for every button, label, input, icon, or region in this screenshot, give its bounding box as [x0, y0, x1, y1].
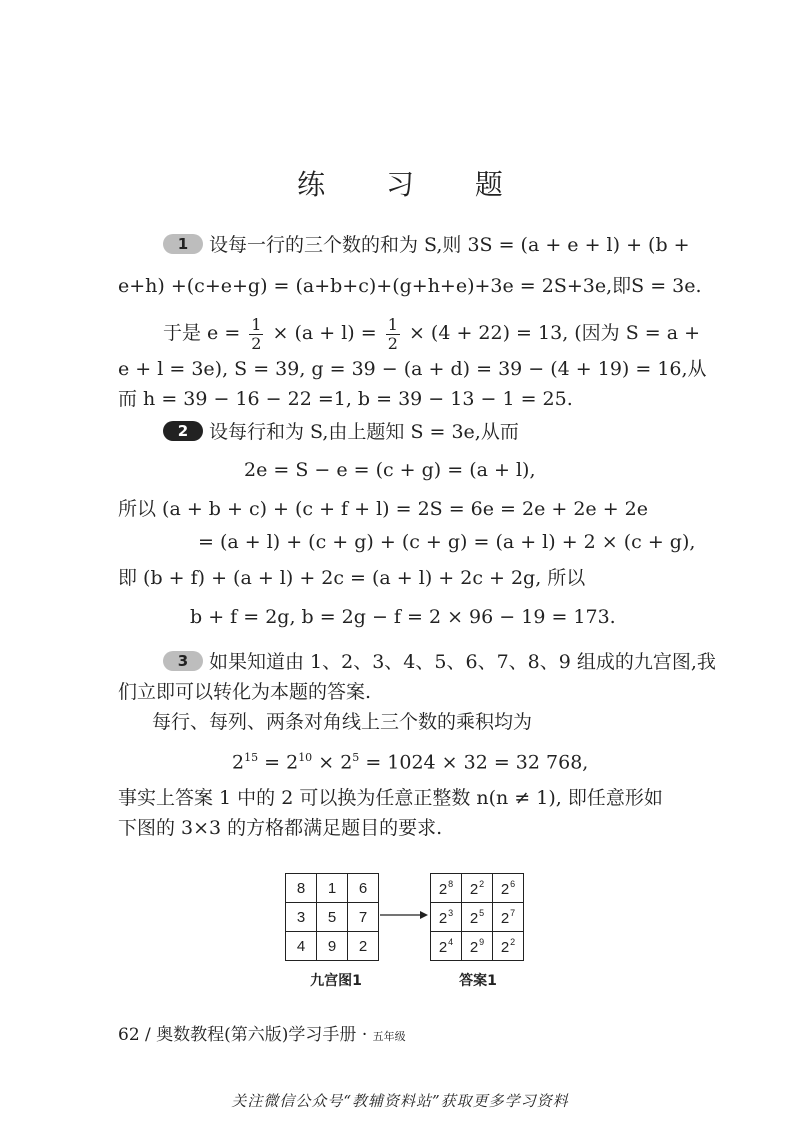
answer-cell: $2^5$ [462, 903, 493, 932]
right-arrow-icon [380, 908, 428, 922]
problem-3-badge: 3 [163, 651, 203, 671]
problem-3-line-1 [163, 650, 716, 674]
answer-cell: $2^2$ [462, 874, 493, 903]
magic-square-cell: 8 [286, 874, 317, 903]
fraction-half-2: $\frac{1}{2}$ [387, 314, 398, 353]
answer-cell: $2^3$ [431, 903, 462, 932]
answer-cell: $2^7$ [493, 903, 524, 932]
problem-3-line-2: 们立即可以转化为本题的答案. [118, 681, 372, 703]
page-title: 练 习 题 [297, 168, 529, 201]
problem-1-line-5: 而 h = 39 − 16 − 22 =1, b = 39 − 13 − 1 = 25. [118, 388, 573, 410]
answer-grid [430, 873, 524, 961]
magic-square-cell: 7 [348, 903, 379, 932]
problem-1-text-3b: × (a + l) = [272, 322, 377, 344]
problem-3-line-5: 下图的 3×3 的方格都满足题目的要求. [118, 817, 443, 839]
problem-1-badge: 1 [163, 234, 203, 254]
problem-1-line-1 [163, 233, 690, 257]
answer-cell: $2^9$ [462, 932, 493, 961]
problem-2-line-6: b + f = 2g, b = 2g − f = 2 × 96 − 19 = 173. [190, 606, 616, 628]
problem-3-line-4: 事实上答案 1 中的 2 可以换为任意正整数 n(n ≠ 1), 即任意形如 [118, 787, 663, 809]
problem-2-line-4: = (a + l) + (c + g) + (c + g) = (a + l) + 2 × (c + g), [198, 531, 696, 553]
bottom-watermark-note: 关注微信公众号“教辅资料站”获取更多学习资料 [231, 1092, 569, 1110]
magic-square-cell: 1 [317, 874, 348, 903]
magic-square-grid [285, 873, 379, 961]
problem-2-line-2: 2e = S − e = (c + g) = (a + l), [244, 459, 536, 481]
problem-3-equation: $2^{15} = 2^{10} \times 2^5 = 1024 \times 32 = 32$ 768, [232, 751, 589, 774]
problem-1-line-3 [163, 313, 700, 353]
book-title: 奥数教程(第六版)学习手册 · [156, 1025, 368, 1045]
problem-3-text-1: 如果知道由 1、2、3、4、5、6、7、8、9 组成的九宫图,我 [209, 651, 716, 673]
left-figure-caption: 九宫图1 [310, 973, 362, 989]
magic-square-cell: 9 [317, 932, 348, 961]
answer-cell: $2^6$ [493, 874, 524, 903]
magic-square-cell: 6 [348, 874, 379, 903]
problem-3-line-3: 每行、每列、两条对角线上三个数的乘积均为 [152, 711, 533, 733]
answer-cell: $2^8$ [431, 874, 462, 903]
problem-1-line-4: e + l = 3e), S = 39, g = 39 − (a + d) = 39 − (4 + 19) = 16,从 [118, 358, 707, 380]
problem-1-text-1: 设每一行的三个数的和为 S,则 3S = (a + e + l) + (b + [209, 234, 690, 256]
page-number: 62 / [118, 1025, 151, 1045]
problem-2-line-1 [163, 420, 519, 444]
grade-label: 五年级 [372, 1030, 406, 1043]
problem-1-line-2: e+h) +(c+e+g) = (a+b+c)+(g+h+e)+3e = 2S+3e,即S = 3e. [118, 275, 702, 297]
magic-square-cell: 2 [348, 932, 379, 961]
magic-square-cell: 3 [286, 903, 317, 932]
problem-2-line-3: 所以 (a + b + c) + (c + f + l) = 2S = 6e = 2e + 2e + 2e [118, 498, 648, 520]
answer-cell: $2^2$ [493, 932, 524, 961]
answer-cell: $2^4$ [431, 932, 462, 961]
fraction-half-1: $\frac{1}{2}$ [251, 314, 262, 353]
problem-2-text-1: 设每行和为 S,由上题知 S = 3e,从而 [209, 421, 519, 443]
right-figure-caption: 答案1 [459, 973, 497, 989]
problem-1-text-3a: 于是 e = [163, 322, 241, 344]
problem-2-line-5: 即 (b + f) + (a + l) + 2c = (a + l) + 2c + 2g, 所以 [118, 567, 586, 589]
page-footer [118, 1020, 406, 1045]
magic-square-cell: 4 [286, 932, 317, 961]
magic-square-cell: 5 [317, 903, 348, 932]
problem-2-badge: 2 [163, 421, 203, 441]
problem-1-text-3c: × (4 + 22) = 13, (因为 S = a + [408, 322, 701, 344]
